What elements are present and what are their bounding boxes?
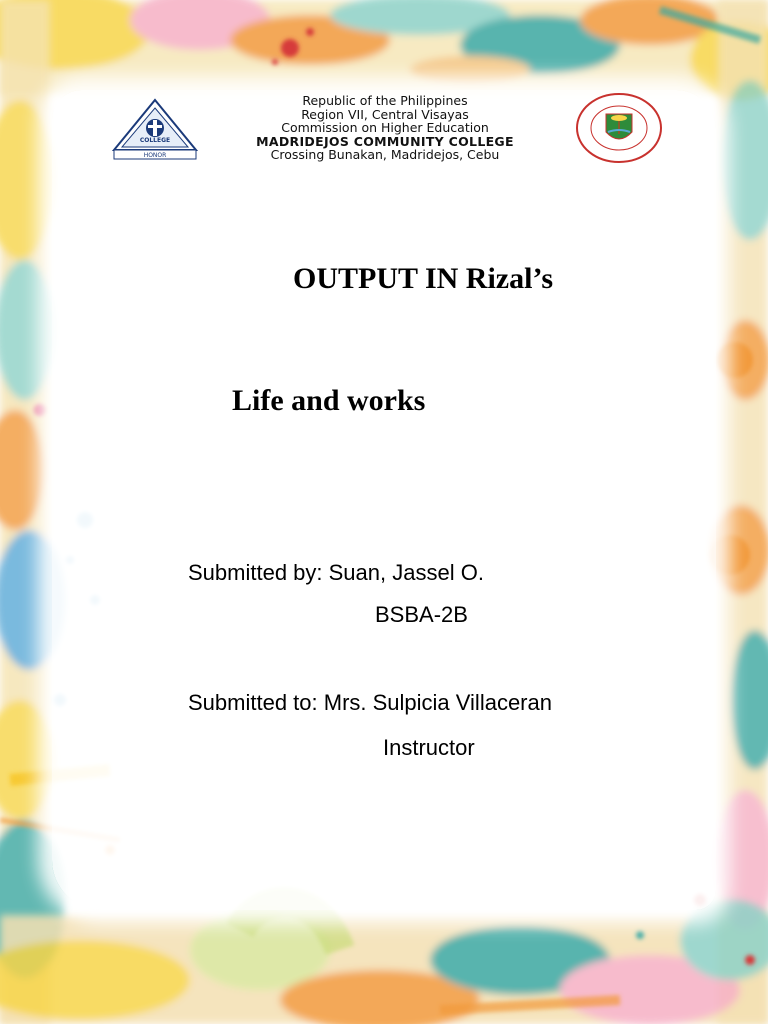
document-title-line2: Life and works — [232, 384, 426, 417]
document-title-line1: OUTPUT IN Rizal’s — [292, 262, 553, 295]
college-logo — [112, 98, 198, 160]
svg-text:HONOR: HONOR — [143, 152, 167, 159]
header-line-commission: Commission on Higher Education — [281, 120, 489, 135]
page-inner-area — [52, 90, 716, 910]
header-line-address: Crossing Bunakan, Madridejos, Cebu — [270, 147, 500, 162]
course-section: BSBA-2B — [375, 602, 468, 627]
svg-text:COLLEGE: COLLEGE — [139, 137, 171, 144]
submitted-by: Submitted by: Suan, Jassel O. — [188, 560, 484, 585]
municipal-seal — [574, 92, 664, 164]
instructor-role: Instructor — [383, 735, 475, 760]
header-line-region: Region VII, Central Visayas — [301, 106, 469, 122]
letterhead-text — [200, 94, 570, 162]
letterhead — [0, 0, 768, 170]
submitted-to: Submitted to: Mrs. Sulpicia Villaceran — [188, 690, 552, 715]
header-line-college: MADRIDEJOS COMMUNITY COLLEGE — [256, 133, 514, 149]
header-line-republic: Republic of the Philippines — [302, 93, 468, 108]
